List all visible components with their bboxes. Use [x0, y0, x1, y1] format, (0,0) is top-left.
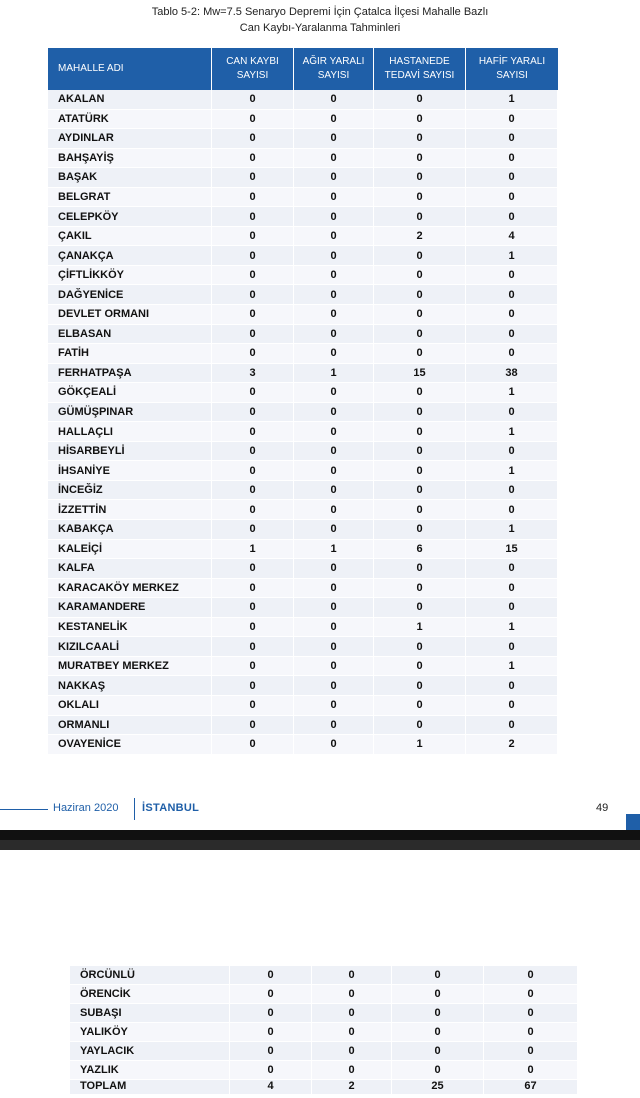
deaths-cell: 0: [212, 637, 294, 657]
table-row: [48, 110, 558, 130]
light-injuries-cell: 1: [466, 657, 558, 677]
severe-injuries-cell: 0: [312, 1042, 392, 1061]
deaths-cell: 0: [230, 985, 312, 1004]
header-hospital-line2: TEDAVİ SAYISI: [384, 70, 455, 81]
severe-injuries-cell: 0: [294, 227, 374, 247]
severe-injuries-cell: 0: [294, 168, 374, 188]
light-injuries-cell: 0: [466, 637, 558, 657]
page-break: [0, 830, 640, 850]
light-injuries-cell: 0: [466, 559, 558, 579]
severe-injuries-cell: 0: [294, 559, 374, 579]
table-row: [70, 1023, 578, 1042]
total-hospital: 25: [392, 1080, 484, 1095]
severe-injuries-cell: 0: [294, 110, 374, 130]
table-row: [48, 149, 558, 169]
table-row: [48, 735, 558, 755]
table-header-row: [48, 48, 558, 90]
deaths-cell: 0: [212, 598, 294, 618]
deaths-cell: 0: [212, 90, 294, 110]
hospital-cell: 0: [392, 1042, 484, 1061]
deaths-cell: 0: [212, 559, 294, 579]
severe-injuries-cell: 0: [294, 579, 374, 599]
table-row: [48, 442, 558, 462]
neighborhood-cell: KESTANELİK: [48, 618, 212, 638]
deaths-cell: 0: [212, 344, 294, 364]
severe-injuries-cell: 0: [294, 442, 374, 462]
deaths-cell: 0: [212, 188, 294, 208]
header-severe-line2: SAYISI: [317, 70, 350, 81]
neighborhood-cell: KARAMANDERE: [48, 598, 212, 618]
severe-injuries-cell: 0: [294, 500, 374, 520]
light-injuries-cell: 0: [484, 985, 578, 1004]
hospital-cell: 2: [374, 227, 466, 247]
severe-injuries-cell: 0: [294, 383, 374, 403]
neighborhood-cell: ATATÜRK: [48, 110, 212, 130]
hospital-cell: 0: [374, 285, 466, 305]
deaths-cell: 0: [212, 618, 294, 638]
hospital-cell: 0: [374, 461, 466, 481]
hospital-cell: 0: [374, 403, 466, 423]
table-row: [48, 325, 558, 345]
light-injuries-cell: 0: [466, 325, 558, 345]
neighborhood-cell: NAKKAŞ: [48, 676, 212, 696]
light-injuries-cell: 0: [466, 676, 558, 696]
deaths-cell: 0: [212, 266, 294, 286]
severe-injuries-cell: 0: [294, 246, 374, 266]
hospital-cell: 0: [374, 481, 466, 501]
severe-injuries-cell: 0: [294, 90, 374, 110]
hospital-cell: 0: [374, 559, 466, 579]
table-row: [48, 579, 558, 599]
deaths-cell: 1: [212, 540, 294, 560]
hospital-cell: 0: [374, 344, 466, 364]
hospital-cell: 0: [374, 305, 466, 325]
table-row: [48, 227, 558, 247]
neighborhood-cell: HİSARBEYLİ: [48, 442, 212, 462]
light-injuries-cell: 38: [466, 364, 558, 384]
severe-injuries-cell: 0: [294, 676, 374, 696]
light-injuries-cell: 1: [466, 383, 558, 403]
light-injuries-cell: 15: [466, 540, 558, 560]
hospital-cell: 6: [374, 540, 466, 560]
neighborhood-cell: ÇİFTLİKKÖY: [48, 266, 212, 286]
deaths-cell: 0: [212, 735, 294, 755]
neighborhood-cell: BAHŞAYİŞ: [48, 149, 212, 169]
deaths-cell: 0: [212, 657, 294, 677]
light-injuries-cell: 0: [466, 579, 558, 599]
table-row: [48, 364, 558, 384]
header-neighborhood-label: MAHALLE ADI: [58, 63, 124, 74]
footer-rule: [0, 809, 48, 810]
total-light-injuries: 67: [484, 1080, 578, 1095]
footer-date: Haziran 2020: [53, 802, 119, 814]
severe-injuries-cell: 0: [294, 657, 374, 677]
hospital-cell: 0: [374, 520, 466, 540]
neighborhood-cell: KARACAKÖY MERKEZ: [48, 579, 212, 599]
severe-injuries-cell: 0: [294, 637, 374, 657]
table-row: [48, 207, 558, 227]
caption-line-2: Can Kaybı-Yaralanma Tahminleri: [239, 22, 401, 34]
hospital-cell: 0: [374, 325, 466, 345]
neighborhood-cell: ORMANLI: [48, 716, 212, 736]
deaths-cell: 0: [212, 168, 294, 188]
hospital-cell: 0: [374, 696, 466, 716]
neighborhood-cell: KALEİÇİ: [48, 540, 212, 560]
table-row: [70, 966, 578, 985]
table-row: [48, 461, 558, 481]
deaths-cell: 0: [212, 676, 294, 696]
table-row: [70, 1061, 578, 1080]
severe-injuries-cell: 0: [312, 966, 392, 985]
deaths-cell: 0: [212, 481, 294, 501]
table-row: [48, 188, 558, 208]
table-row: [70, 1042, 578, 1061]
table-row: [48, 344, 558, 364]
hospital-cell: 0: [374, 716, 466, 736]
severe-injuries-cell: 0: [294, 520, 374, 540]
light-injuries-cell: 0: [466, 442, 558, 462]
neighborhood-cell: AKALAN: [48, 90, 212, 110]
severe-injuries-cell: 0: [294, 285, 374, 305]
total-severe-injuries: 2: [312, 1080, 392, 1095]
hospital-cell: 0: [374, 90, 466, 110]
hospital-cell: 15: [374, 364, 466, 384]
deaths-cell: 0: [212, 500, 294, 520]
hospital-cell: 1: [374, 735, 466, 755]
total-label: TOPLAM: [70, 1080, 230, 1095]
table-row: [48, 168, 558, 188]
hospital-cell: 0: [392, 1023, 484, 1042]
hospital-cell: 0: [374, 422, 466, 442]
header-severe-injuries: [294, 48, 374, 90]
neighborhood-cell: AYDINLAR: [48, 129, 212, 149]
severe-injuries-cell: 0: [294, 344, 374, 364]
light-injuries-cell: 0: [466, 344, 558, 364]
header-light-injuries: [466, 48, 558, 90]
neighborhood-cell: CELEPKÖY: [48, 207, 212, 227]
neighborhood-cell: GÖKÇEALİ: [48, 383, 212, 403]
neighborhood-cell: YALIKÖY: [70, 1023, 230, 1042]
hospital-cell: 0: [374, 207, 466, 227]
neighborhood-cell: ELBASAN: [48, 325, 212, 345]
hospital-cell: 0: [374, 129, 466, 149]
deaths-cell: 0: [230, 1042, 312, 1061]
hospital-cell: 0: [374, 149, 466, 169]
neighborhood-cell: FATİH: [48, 344, 212, 364]
severe-injuries-cell: 0: [312, 1061, 392, 1080]
table-row: [48, 422, 558, 442]
severe-injuries-cell: 0: [294, 129, 374, 149]
table-row: [48, 696, 558, 716]
neighborhood-cell: DEVLET ORMANI: [48, 305, 212, 325]
light-injuries-cell: 0: [466, 149, 558, 169]
deaths-cell: 0: [212, 403, 294, 423]
table-row: [48, 90, 558, 110]
deaths-cell: 0: [212, 129, 294, 149]
light-injuries-cell: 0: [466, 403, 558, 423]
severe-injuries-cell: 0: [294, 696, 374, 716]
light-injuries-cell: 0: [466, 598, 558, 618]
light-injuries-cell: 0: [466, 696, 558, 716]
table-row: [48, 540, 558, 560]
table-row: [48, 500, 558, 520]
light-injuries-cell: 1: [466, 618, 558, 638]
light-injuries-cell: 0: [466, 716, 558, 736]
severe-injuries-cell: 0: [294, 461, 374, 481]
deaths-cell: 0: [212, 383, 294, 403]
table-row: [48, 246, 558, 266]
severe-injuries-cell: 0: [294, 598, 374, 618]
severe-injuries-cell: 0: [294, 481, 374, 501]
light-injuries-cell: 1: [466, 520, 558, 540]
header-deaths-line2: SAYISI: [236, 70, 269, 81]
total-row: [70, 1080, 578, 1095]
neighborhood-cell: KIZILCAALİ: [48, 637, 212, 657]
hospital-cell: 0: [374, 383, 466, 403]
neighborhood-cell: DAĞYENİCE: [48, 285, 212, 305]
neighborhood-cell: ÇAKIL: [48, 227, 212, 247]
deaths-cell: 0: [212, 696, 294, 716]
neighborhood-cell: SUBAŞI: [70, 1004, 230, 1023]
light-injuries-cell: 0: [466, 168, 558, 188]
deaths-cell: 0: [230, 966, 312, 985]
hospital-cell: 0: [392, 985, 484, 1004]
light-injuries-cell: 1: [466, 90, 558, 110]
hospital-cell: 0: [374, 168, 466, 188]
table-row: [48, 403, 558, 423]
table-row: [48, 305, 558, 325]
hospital-cell: 0: [392, 1061, 484, 1080]
table-row: [48, 716, 558, 736]
severe-injuries-cell: 0: [312, 1023, 392, 1042]
table-row: [48, 285, 558, 305]
table-row: [48, 520, 558, 540]
hospital-cell: 0: [374, 657, 466, 677]
light-injuries-cell: 0: [466, 129, 558, 149]
hospital-cell: 0: [392, 966, 484, 985]
severe-injuries-cell: 0: [312, 1004, 392, 1023]
header-neighborhood: [48, 48, 212, 90]
light-injuries-cell: 0: [466, 305, 558, 325]
light-injuries-cell: 1: [466, 246, 558, 266]
neighborhood-cell: HALLAÇLI: [48, 422, 212, 442]
deaths-cell: 0: [212, 520, 294, 540]
light-injuries-cell: 0: [484, 966, 578, 985]
light-injuries-cell: 0: [484, 1023, 578, 1042]
severe-injuries-cell: 0: [294, 149, 374, 169]
casualty-table: [48, 48, 558, 755]
deaths-cell: 0: [212, 149, 294, 169]
neighborhood-cell: ÇANAKÇA: [48, 246, 212, 266]
light-injuries-cell: 0: [466, 207, 558, 227]
deaths-cell: 0: [230, 1004, 312, 1023]
neighborhood-cell: İHSANİYE: [48, 461, 212, 481]
neighborhood-cell: ÖRCÜNLÜ: [70, 966, 230, 985]
footer-city: İSTANBUL: [142, 802, 200, 814]
light-injuries-cell: 0: [484, 1061, 578, 1080]
table-row: [48, 559, 558, 579]
hospital-cell: 0: [374, 188, 466, 208]
severe-injuries-cell: 0: [294, 207, 374, 227]
severe-injuries-cell: 0: [294, 422, 374, 442]
neighborhood-cell: BELGRAT: [48, 188, 212, 208]
hospital-cell: 0: [392, 1004, 484, 1023]
neighborhood-cell: İNCEĞİZ: [48, 481, 212, 501]
deaths-cell: 0: [230, 1061, 312, 1080]
hospital-cell: 0: [374, 579, 466, 599]
severe-injuries-cell: 0: [294, 266, 374, 286]
deaths-cell: 0: [212, 461, 294, 481]
table-row: [70, 1004, 578, 1023]
neighborhood-cell: BAŞAK: [48, 168, 212, 188]
light-injuries-cell: 0: [466, 285, 558, 305]
light-injuries-cell: 1: [466, 461, 558, 481]
hospital-cell: 1: [374, 618, 466, 638]
neighborhood-cell: YAZLIK: [70, 1061, 230, 1080]
table-caption: [0, 4, 640, 36]
deaths-cell: 0: [212, 442, 294, 462]
table-row: [70, 985, 578, 1004]
deaths-cell: 0: [212, 110, 294, 130]
header-hospital-line1: HASTANEDE: [389, 56, 450, 67]
light-injuries-cell: 0: [484, 1042, 578, 1061]
table-row: [48, 598, 558, 618]
light-injuries-cell: 1: [466, 422, 558, 442]
hospital-cell: 0: [374, 676, 466, 696]
deaths-cell: 0: [212, 305, 294, 325]
hospital-cell: 0: [374, 637, 466, 657]
severe-injuries-cell: 0: [294, 188, 374, 208]
hospital-cell: 0: [374, 500, 466, 520]
neighborhood-cell: OVAYENİCE: [48, 735, 212, 755]
hospital-cell: 0: [374, 598, 466, 618]
light-injuries-cell: 0: [466, 266, 558, 286]
severe-injuries-cell: 1: [294, 540, 374, 560]
deaths-cell: 0: [212, 246, 294, 266]
severe-injuries-cell: 1: [294, 364, 374, 384]
total-deaths: 4: [230, 1080, 312, 1095]
deaths-cell: 0: [230, 1023, 312, 1042]
casualty-table-continued: [70, 966, 578, 1095]
deaths-cell: 0: [212, 207, 294, 227]
hospital-cell: 0: [374, 442, 466, 462]
deaths-cell: 3: [212, 364, 294, 384]
header-deaths-line1: CAN KAYBI: [226, 56, 279, 67]
severe-injuries-cell: 0: [294, 618, 374, 638]
severe-injuries-cell: 0: [312, 985, 392, 1004]
severe-injuries-cell: 0: [294, 735, 374, 755]
severe-injuries-cell: 0: [294, 403, 374, 423]
neighborhood-cell: MURATBEY MERKEZ: [48, 657, 212, 677]
table-row: [48, 383, 558, 403]
light-injuries-cell: 0: [466, 110, 558, 130]
header-severe-line1: AĞIR YARALI: [302, 56, 365, 67]
deaths-cell: 0: [212, 227, 294, 247]
table-body-page1: [48, 90, 558, 755]
header-deaths: [212, 48, 294, 90]
table-row: [48, 618, 558, 638]
neighborhood-cell: İZZETTİN: [48, 500, 212, 520]
table-row: [48, 657, 558, 677]
light-injuries-cell: 0: [466, 188, 558, 208]
deaths-cell: 0: [212, 422, 294, 442]
deaths-cell: 0: [212, 716, 294, 736]
neighborhood-cell: FERHATPAŞA: [48, 364, 212, 384]
neighborhood-cell: GÜMÜŞPINAR: [48, 403, 212, 423]
table-body-page2: [70, 966, 578, 1095]
header-light-line2: SAYISI: [496, 70, 528, 81]
page-number: 49: [596, 802, 609, 814]
hospital-cell: 0: [374, 246, 466, 266]
severe-injuries-cell: 0: [294, 325, 374, 345]
caption-line-1: Tablo 5-2: Mw=7.5 Senaryo Depremi İçin Çatalca İlçesi Mahalle Bazlı: [151, 6, 489, 18]
table-row: [48, 637, 558, 657]
severe-injuries-cell: 0: [294, 716, 374, 736]
table-row: [48, 676, 558, 696]
neighborhood-cell: OKLALI: [48, 696, 212, 716]
deaths-cell: 0: [212, 285, 294, 305]
header-hospital-treatment: [374, 48, 466, 90]
header-light-line1: HAFİF YARALI: [478, 56, 546, 67]
light-injuries-cell: 2: [466, 735, 558, 755]
neighborhood-cell: YAYLACIK: [70, 1042, 230, 1061]
neighborhood-cell: KALFA: [48, 559, 212, 579]
light-injuries-cell: 4: [466, 227, 558, 247]
table-row: [48, 129, 558, 149]
table-row: [48, 266, 558, 286]
table-row: [48, 481, 558, 501]
severe-injuries-cell: 0: [294, 305, 374, 325]
light-injuries-cell: 0: [466, 481, 558, 501]
deaths-cell: 0: [212, 579, 294, 599]
neighborhood-cell: ÖRENCİK: [70, 985, 230, 1004]
light-injuries-cell: 0: [466, 500, 558, 520]
footer-separator: [134, 798, 135, 820]
hospital-cell: 0: [374, 110, 466, 130]
light-injuries-cell: 0: [484, 1004, 578, 1023]
neighborhood-cell: KABAKÇA: [48, 520, 212, 540]
deaths-cell: 0: [212, 325, 294, 345]
hospital-cell: 0: [374, 266, 466, 286]
